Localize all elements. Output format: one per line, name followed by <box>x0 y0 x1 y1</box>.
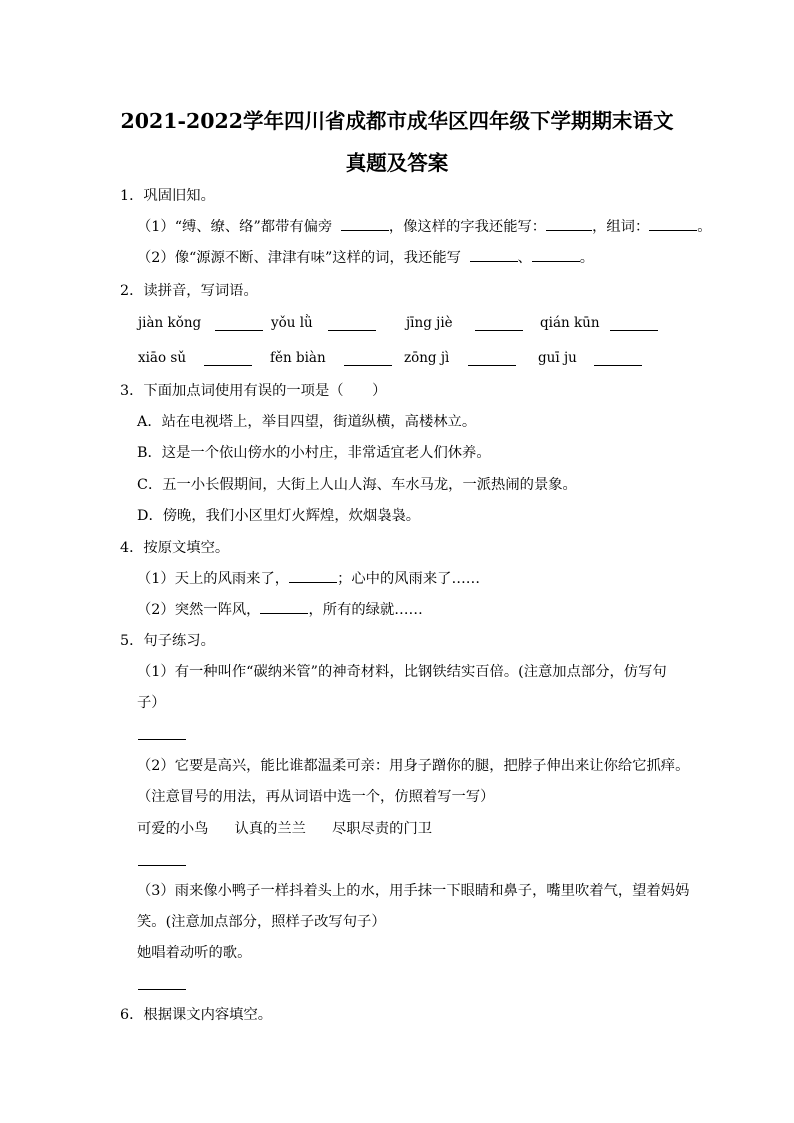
answer-blank[interactable] <box>138 988 186 990</box>
q1-sub1 <box>137 218 712 236</box>
answer-blank[interactable] <box>328 329 376 331</box>
q1-sub1-text-d: 。 <box>697 219 712 235</box>
word-option: 尽职尽责的门卫 <box>331 821 433 837</box>
pinyin-row-2 <box>138 350 678 370</box>
answer-blank[interactable] <box>215 329 263 331</box>
q4-sub2-text-b: ，所有的绿就…… <box>308 602 423 618</box>
q5-sub2-words <box>137 820 432 838</box>
answer-blank[interactable] <box>470 249 518 262</box>
pinyin-item: fěn biàn <box>270 350 326 366</box>
q5-sub1-line2: 子） <box>137 695 166 711</box>
word-option: 可爱的小鸟 <box>137 821 209 837</box>
pinyin-row-1 <box>138 315 678 335</box>
q5-sub2-line2: （注意冒号的用法，再从词语中选一个，仿照着写一写） <box>137 789 495 805</box>
pinyin-item: qián kūn <box>540 315 600 331</box>
answer-blank[interactable] <box>468 364 516 366</box>
q2-heading: 2．读拼音，写词语。 <box>120 283 258 299</box>
pinyin-item: xiāo sǔ <box>138 350 187 366</box>
answer-blank[interactable] <box>138 864 186 866</box>
answer-blank[interactable] <box>204 364 252 366</box>
q5-heading: 5．句子练习。 <box>120 633 215 649</box>
q5-sub3-line2: 笑。(注意加点部分，照样子改写句子） <box>137 914 386 930</box>
q5-sub1-line1: （1）有一种叫作“碳纳米管”的神奇材料，比钢铁结实百倍。(注意加点部分，仿写句 <box>137 664 667 680</box>
q5-sub3-line1: （3）雨来像小鸭子一样抖着头上的水，用手抹一下眼睛和鼻子，嘴里吹着气，望着妈妈 <box>137 883 690 899</box>
q6-heading: 6．根据课文内容填空。 <box>120 1007 273 1023</box>
title-line-2: 真题及答案 <box>345 151 449 175</box>
answer-blank[interactable] <box>649 218 697 231</box>
q4-heading: 4．按原文填空。 <box>120 540 230 556</box>
q3-option-b[interactable]: B．这是一个依山傍水的小村庄，非常适宜老人们休养。 <box>137 445 491 461</box>
pinyin-item: guī ju <box>538 350 577 366</box>
q1-sub2-text-a: （2）像“源源不断、津津有味”这样的词，我还能写 <box>137 250 461 266</box>
answer-blank[interactable] <box>260 601 308 614</box>
word-option: 认真的兰兰 <box>234 821 306 837</box>
q4-sub2 <box>137 601 423 619</box>
q1-sub2-text-c: 。 <box>579 250 595 266</box>
answer-blank[interactable] <box>289 570 337 583</box>
pinyin-item: jiàn kǒng <box>138 315 202 331</box>
q3-heading: 3．下面加点词使用有误的一项是（ ） <box>120 383 387 399</box>
answer-blank[interactable] <box>610 329 658 331</box>
q4-sub2-text-a: （2）突然一阵风， <box>137 602 261 618</box>
q3-option-d[interactable]: D．傍晚，我们小区里灯火辉煌，炊烟袅袅。 <box>137 508 421 524</box>
q4-sub1-text-b: ；心中的风雨来了…… <box>337 571 481 587</box>
q5-sub3-example: 她唱着动听的歌。 <box>137 945 252 961</box>
answer-blank[interactable] <box>594 364 642 366</box>
q1-sub1-text-b: ，像这样的字我还能写： <box>388 219 547 235</box>
title-line-1: 2021-2022学年四川省成都市成华区四年级下学期期末语文 <box>120 109 674 133</box>
q5-sub2-line1: （2）它要是高兴，能比谁都温柔可亲：用身子蹭你的腿，把脖子伸出来让你给它抓痒。 <box>137 758 690 774</box>
answer-blank[interactable] <box>341 218 389 231</box>
q1-sub1-text-a: （1）“缚、缭、络”都带有偏旁 <box>137 219 333 235</box>
q1-sub2-text-b: 、 <box>517 250 532 266</box>
pinyin-item: zōng jì <box>404 350 450 366</box>
answer-blank[interactable] <box>344 364 392 366</box>
pinyin-item: jīng jiè <box>406 315 453 331</box>
q3-option-a[interactable]: A．站在电视塔上，举目四望，街道纵横，高楼林立。 <box>137 414 477 430</box>
answer-blank[interactable] <box>138 738 186 740</box>
pinyin-item: yǒu lǜ <box>271 315 313 331</box>
answer-blank[interactable] <box>546 218 592 231</box>
q4-sub1-text-a: （1）天上的风雨来了， <box>137 571 290 587</box>
q1-heading: 1．巩固旧知。 <box>120 188 215 204</box>
q3-option-c[interactable]: C．五一小长假期间，大街上人山人海、车水马龙，一派热闹的景象。 <box>137 477 577 493</box>
answer-blank[interactable] <box>532 249 580 262</box>
q1-sub2 <box>137 249 594 267</box>
q1-sub1-text-c: ，组词： <box>592 219 650 235</box>
q4-sub1 <box>137 570 480 588</box>
answer-blank[interactable] <box>475 329 523 331</box>
